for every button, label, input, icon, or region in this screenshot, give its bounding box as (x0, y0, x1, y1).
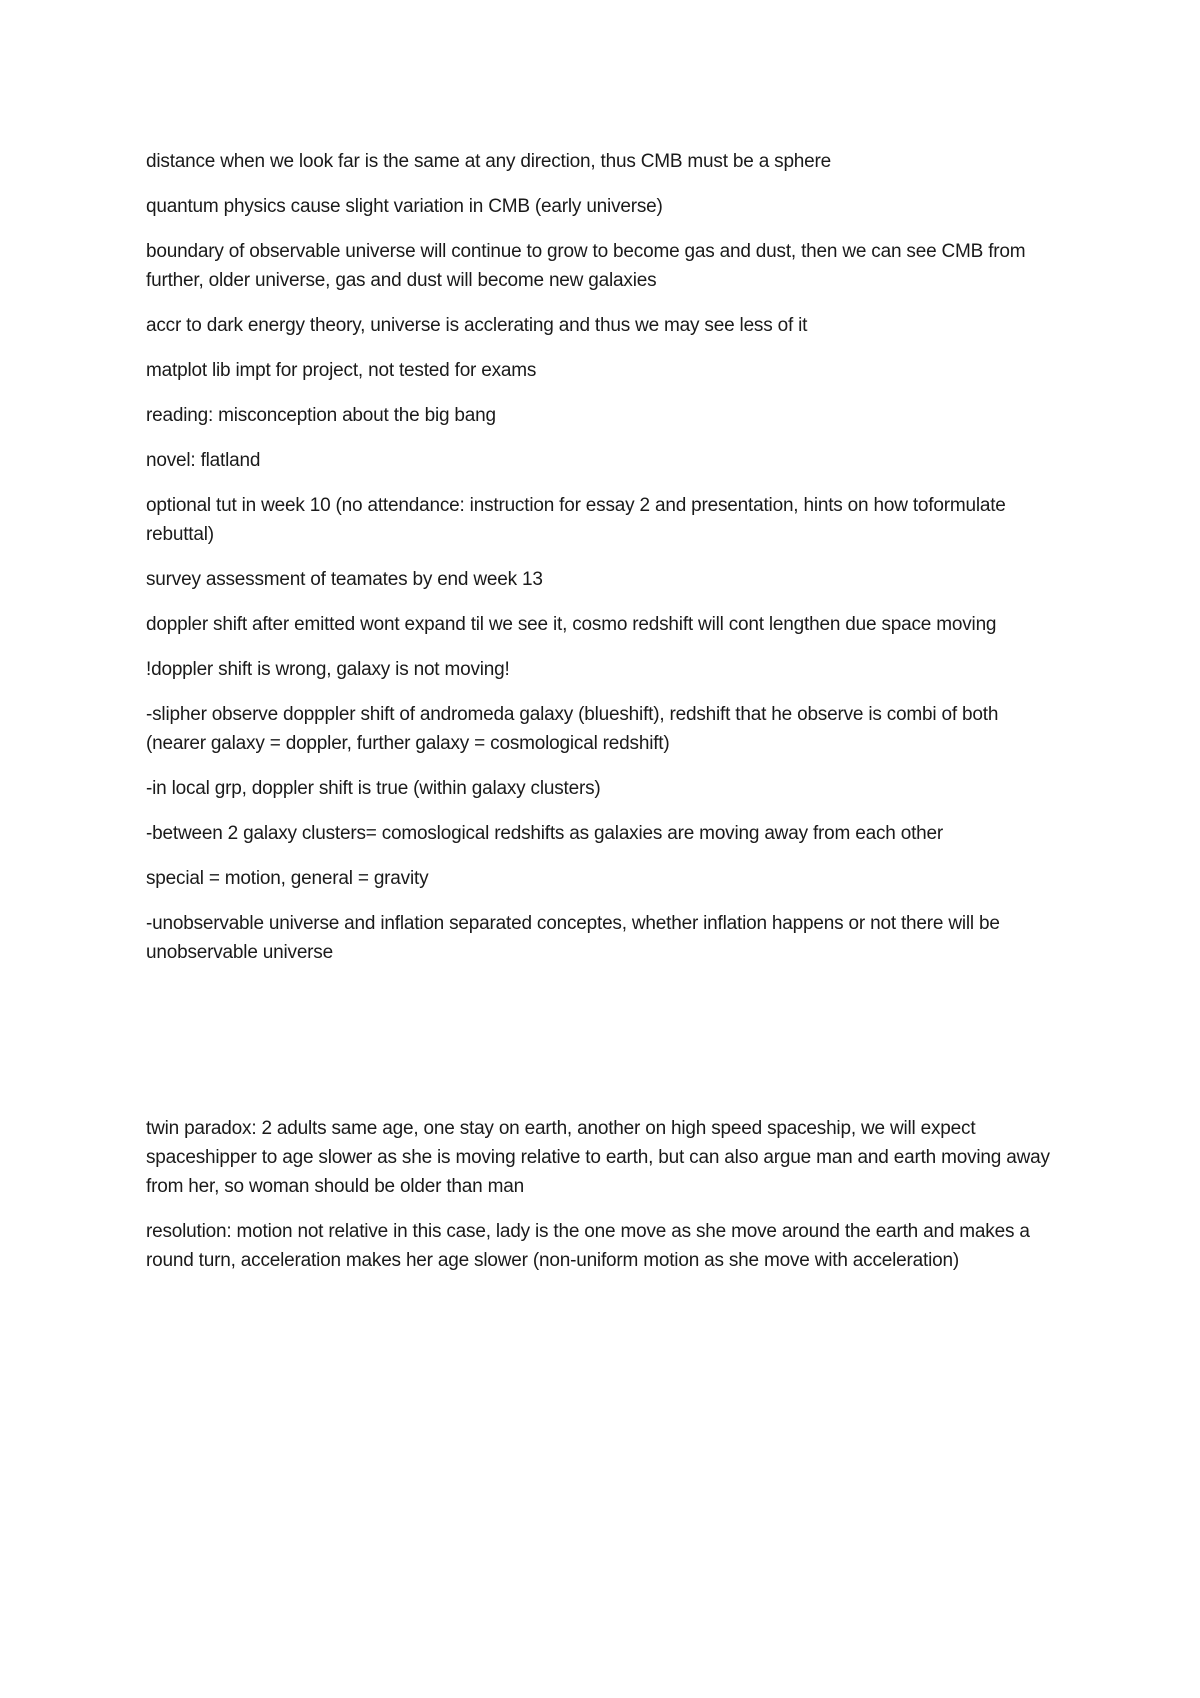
note-paragraph: doppler shift after emitted wont expand til we see it, cosmo redshift will cont lengthen due space moving (146, 614, 997, 635)
note-paragraph: optional tut in week 10 (no attendance: instruction for essay 2 and presentation, hints on how toformulate rebuttal) (146, 495, 1006, 545)
note-paragraph: -slipher observe dopppler shift of andromeda galaxy (blueshift), redshift that he observe is combi of both (nearer galaxy = doppler, further galaxy = cosmological redshift) (146, 704, 999, 754)
note-paragraph: !doppler shift is wrong, galaxy is not moving! (146, 659, 510, 680)
notes-section-2 (146, 1114, 1056, 1291)
note-paragraph: resolution: motion not relative in this case, lady is the one move as she move around the earth and makes a round turn, acceleration makes her age slower (non-uniform motion as she move with acceleration) (146, 1221, 1030, 1271)
note-paragraph: distance when we look far is the same at any direction, thus CMB must be a sphere (146, 151, 832, 172)
note-paragraph: survey assessment of teamates by end week 13 (146, 569, 543, 590)
notes-section-1 (146, 147, 1056, 983)
note-paragraph: -between 2 galaxy clusters= comoslogical redshifts as galaxies are moving away from each other (146, 823, 944, 844)
note-paragraph: novel: flatland (146, 450, 261, 471)
note-paragraph: twin paradox: 2 adults same age, one stay on earth, another on high speed spaceship, we will expect spaceshipper to age slower as she is moving relative to earth, but can also argue man and earth moving away from her, so woman should be older than man (146, 1118, 1050, 1197)
note-paragraph: -in local grp, doppler shift is true (within galaxy clusters) (146, 778, 601, 799)
note-paragraph: reading: misconception about the big bang (146, 405, 496, 426)
note-paragraph: special = motion, general = gravity (146, 868, 429, 889)
note-paragraph: matplot lib impt for project, not tested for exams (146, 360, 537, 381)
note-paragraph: boundary of observable universe will continue to grow to become gas and dust, then we can see CMB from further, older universe, gas and dust will become new galaxies (146, 241, 1026, 291)
note-paragraph: accr to dark energy theory, universe is acclerating and thus we may see less of it (146, 315, 808, 336)
note-paragraph: -unobservable universe and inflation separated conceptes, whether inflation happens or not there will be unobservable universe (146, 913, 1000, 963)
note-paragraph: quantum physics cause slight variation in CMB (early universe) (146, 196, 663, 217)
